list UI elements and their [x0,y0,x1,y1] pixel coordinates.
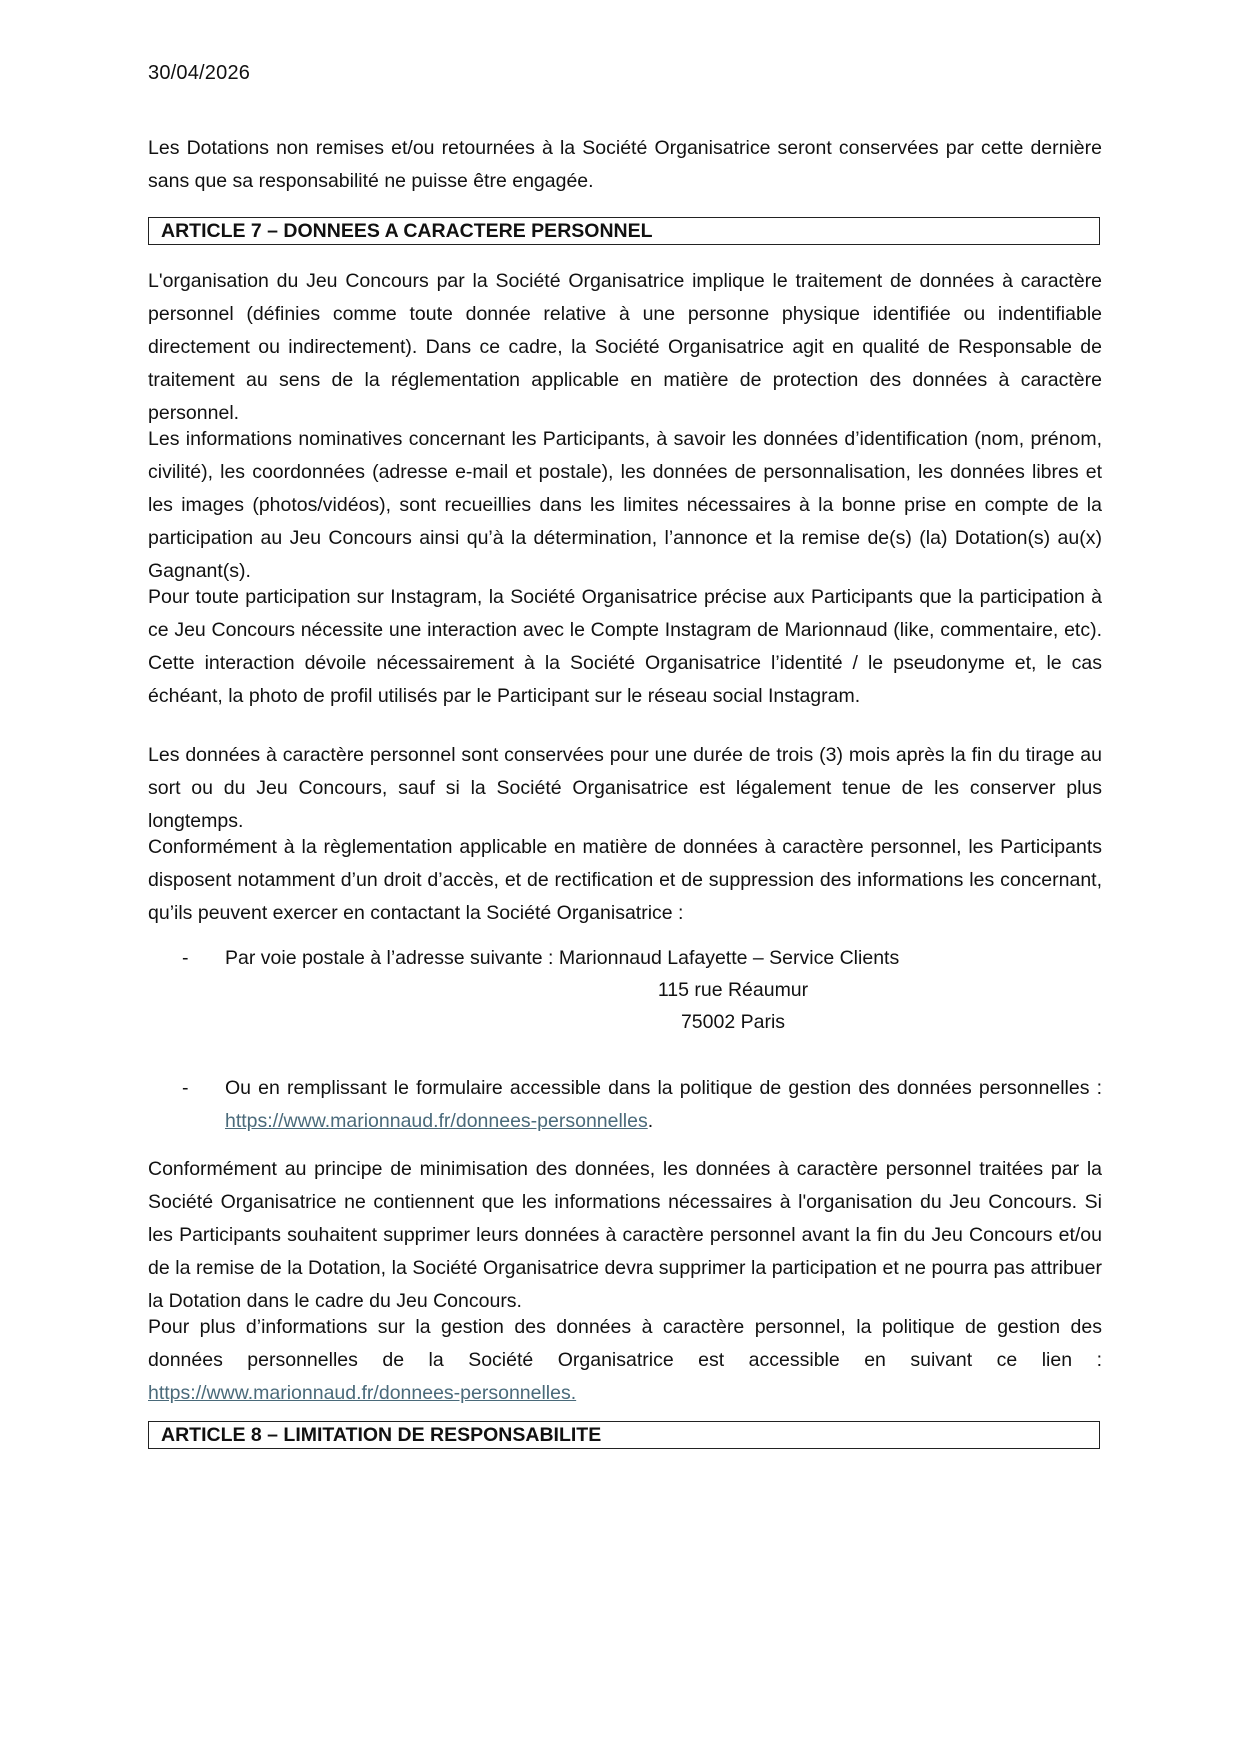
address-street: 115 rue Réaumur [657,979,809,1001]
paragraph-informations-nominatives: Les informations nominatives concernant les Participants, à savoir les données d’identification (nom, prénom, civilité), les coordonnées (adresse e-mail et postale), les données de personnalisation, les données libres et les images (photos/vidéos), sont recueillies dans les limites nécessaires à la bonne prise en compte de la participation au Jeu Concours ainsi qu’à la détermination, l’annonce et la remise de(s) (la) Dotation(s) au(x) Gagnant(s). [148,428,1102,582]
heading-article-7: ARTICLE 7 – DONNEES A CARACTERE PERSONNEL [148,217,1100,245]
bullet-dash-1: - [182,947,189,969]
paragraph-dotations: Les Dotations non remises et/ou retournées à la Société Organisatrice seront conservées par cette dernière sans que sa responsabilité ne puisse être engagée. [148,137,1102,192]
bullet-dash-2: - [182,1077,189,1099]
paragraph-instagram: Pour toute participation sur Instagram, la Société Organisatrice précise aux Participants que la participation à ce Jeu Concours nécessite une interaction avec le Compte Instagram de Marionnaud (like, commentaire, etc). Cette interaction dévoile nécessairement à la Société Organisatrice l’identité / le pseudonyme et, le cas échéant, la photo de profil utilisés par le Participant sur le réseau social Instagram. [148,586,1102,707]
bullet-formulaire-end: . [647,1110,654,1132]
politique-donnees-link[interactable]: https://www.marionnaud.fr/donnees-personnelles. [148,1382,577,1404]
paragraph-minimisation: Conformément au principe de minimisation des données, les données à caractère personnel traitées par la Société Organisatrice ne contiennent que les informations nécessaires à l'organisation du Jeu Concours. Si les Participants souhaitent supprimer leurs données à caractère personnel avant la fin du Jeu Concours et/ou de la remise de la Dotation, la Société Organisatrice devra supprimer la participation et ne pourra pas attribuer la Dotation dans le cadre du Jeu Concours. [148,1158,1102,1312]
bullet-formulaire [225,1072,1102,1138]
paragraph-traitement-donnees: L'organisation du Jeu Concours par la Société Organisatrice implique le traitement de données à caractère personnel (définies comme toute donnée relative à une personne physique identifiée ou indentifiable directement ou indirectement). Dans ce cadre, la Société Organisatrice agit en qualité de Responsable de traitement au sens de la réglementation applicable en matière de protection des données à caractère personnel. [148,270,1102,424]
plus-informations-text: Pour plus d’informations sur la gestion des données à caractère personnel, la politique de gestion des données personnelles de la Société Organisatrice est accessible en suivant ce lien : [148,1316,1102,1371]
bullet-voie-postale: Par voie postale à l’adresse suivante : Marionnaud Lafayette – Service Clients [225,947,900,969]
paragraph-conservation: Les données à caractère personnel sont conservées pour une durée de trois (3) mois après la fin du tirage au sort ou du Jeu Concours, sauf si la Société Organisatrice est légalement tenue de les conserver plus longtemps. [148,744,1102,832]
paragraph-droits: Conformément à la règlementation applicable en matière de données à caractère personnel, les Participants disposent notamment d’un droit d’accès, et de rectification et de suppression des informations les concernant, qu’ils peuvent exercer en contactant la Société Organisatrice : [148,836,1102,924]
paragraph-plus-informations [148,1311,1102,1410]
bullet-formulaire-text: Ou en remplissant le formulaire accessible dans la politique de gestion des données personnelles : [225,1077,1102,1099]
donnees-personnelles-link[interactable]: https://www.marionnaud.fr/donnees-personnelles [225,1110,648,1132]
address-city: 75002 Paris [680,1011,786,1033]
page-date: 30/04/2026 [148,62,251,84]
heading-article-8: ARTICLE 8 – LIMITATION DE RESPONSABILITE [148,1421,1100,1449]
